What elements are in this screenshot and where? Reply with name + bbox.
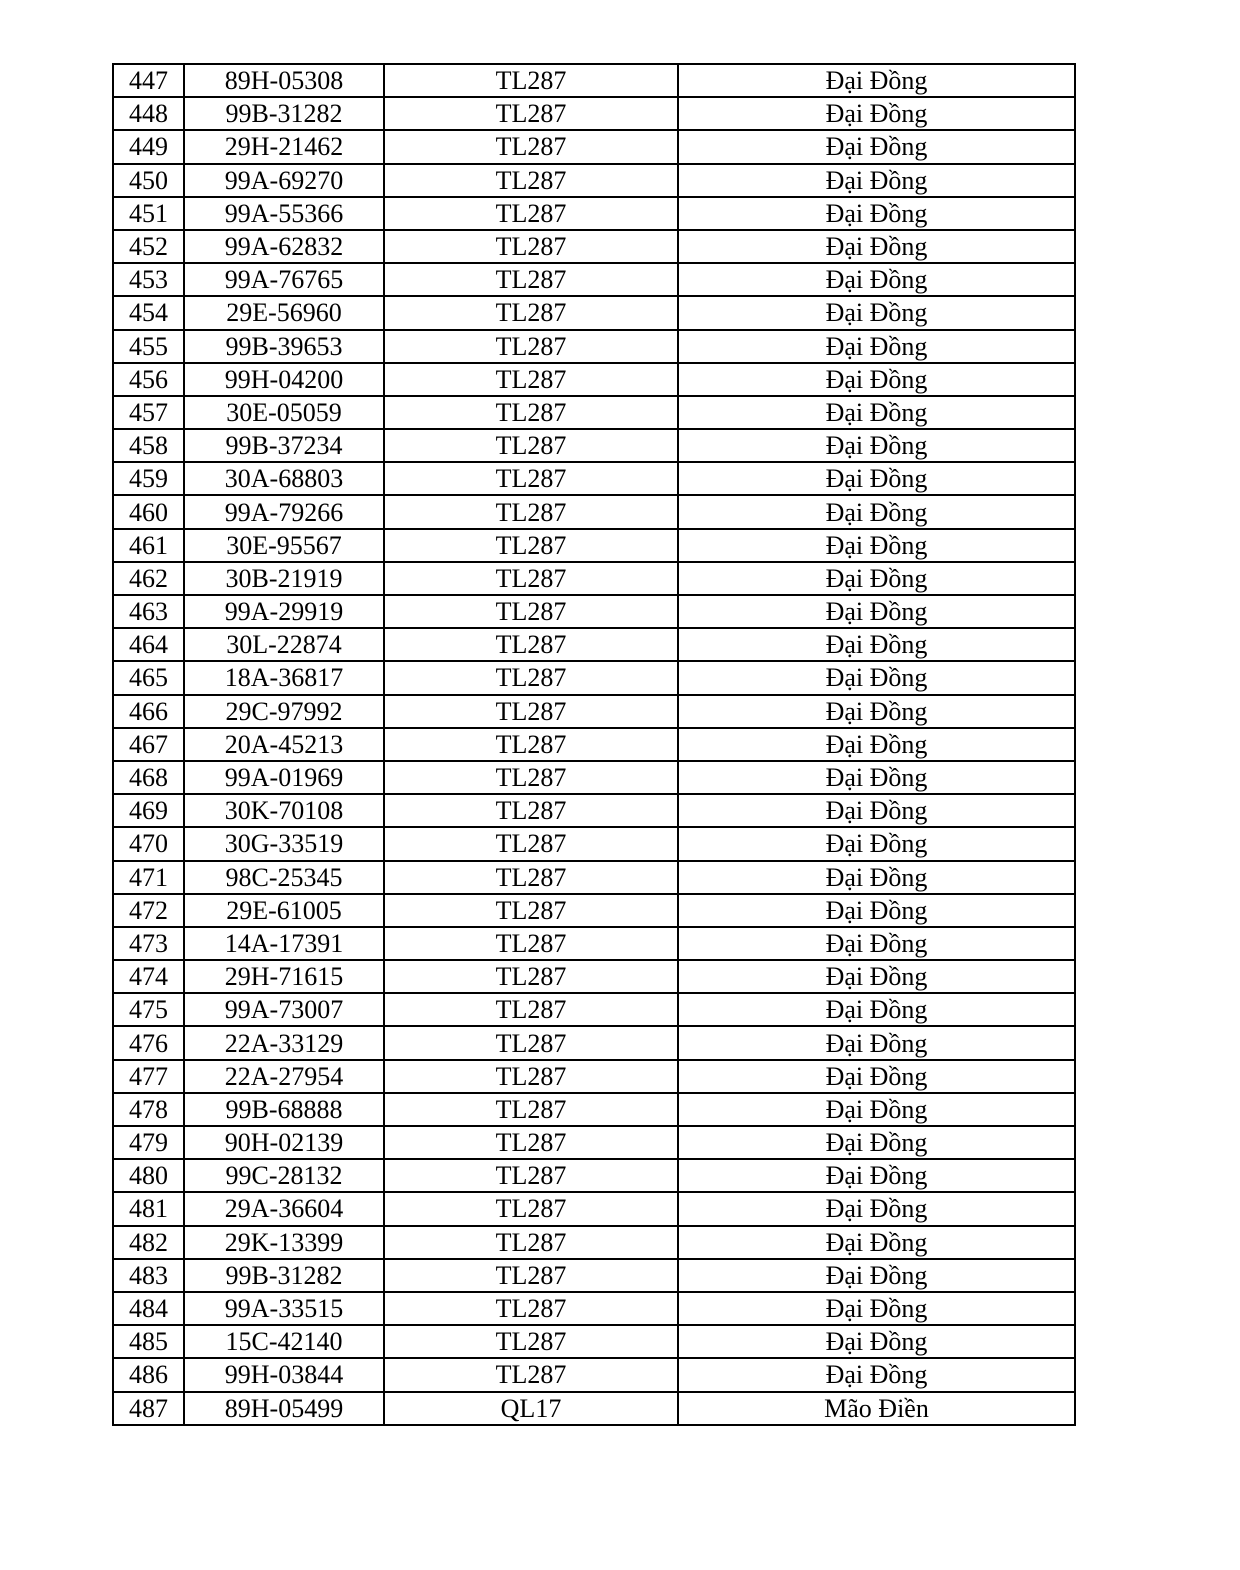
location-cell: Mão Điền [678, 1392, 1075, 1425]
row-number-cell: 463 [113, 595, 184, 628]
license-plate-cell: 30B-21919 [184, 562, 384, 595]
row-number-cell: 462 [113, 562, 184, 595]
location-cell: Đại Đồng [678, 695, 1075, 728]
row-number-cell: 485 [113, 1325, 184, 1358]
road-cell: TL287 [384, 794, 678, 827]
road-cell: TL287 [384, 462, 678, 495]
row-number-cell: 448 [113, 97, 184, 130]
road-cell: TL287 [384, 628, 678, 661]
location-cell: Đại Đồng [678, 1093, 1075, 1126]
table-row [113, 1292, 1075, 1325]
license-plate-cell: 99H-04200 [184, 363, 384, 396]
table-row [113, 595, 1075, 628]
table-row [113, 330, 1075, 363]
road-cell: TL287 [384, 396, 678, 429]
location-cell: Đại Đồng [678, 1126, 1075, 1159]
row-number-cell: 454 [113, 296, 184, 329]
road-cell: TL287 [384, 1026, 678, 1059]
row-number-cell: 476 [113, 1026, 184, 1059]
location-cell: Đại Đồng [678, 1358, 1075, 1391]
location-cell: Đại Đồng [678, 993, 1075, 1026]
location-cell: Đại Đồng [678, 396, 1075, 429]
row-number-cell: 466 [113, 695, 184, 728]
row-number-cell: 467 [113, 728, 184, 761]
road-cell: TL287 [384, 197, 678, 230]
location-cell: Đại Đồng [678, 1325, 1075, 1358]
license-plate-cell: 99H-03844 [184, 1358, 384, 1391]
license-plate-cell: 99A-62832 [184, 230, 384, 263]
road-cell: TL287 [384, 695, 678, 728]
license-plate-cell: 98C-25345 [184, 861, 384, 894]
road-cell: TL287 [384, 861, 678, 894]
license-plate-cell: 99B-68888 [184, 1093, 384, 1126]
license-plate-cell: 30L-22874 [184, 628, 384, 661]
location-cell: Đại Đồng [678, 827, 1075, 860]
table-body [113, 64, 1075, 1425]
license-plate-cell: 99A-01969 [184, 761, 384, 794]
table-row [113, 363, 1075, 396]
road-cell: TL287 [384, 827, 678, 860]
table-row [113, 1060, 1075, 1093]
road-cell: TL287 [384, 1325, 678, 1358]
road-cell: TL287 [384, 927, 678, 960]
table-row [113, 927, 1075, 960]
license-plate-cell: 29K-13399 [184, 1226, 384, 1259]
row-number-cell: 465 [113, 661, 184, 694]
location-cell: Đại Đồng [678, 230, 1075, 263]
road-cell: TL287 [384, 495, 678, 528]
table-row [113, 794, 1075, 827]
table-row [113, 429, 1075, 462]
row-number-cell: 464 [113, 628, 184, 661]
license-plate-cell: 30K-70108 [184, 794, 384, 827]
road-cell: TL287 [384, 1292, 678, 1325]
license-plate-cell: 99B-39653 [184, 330, 384, 363]
road-cell: TL287 [384, 97, 678, 130]
table-row [113, 462, 1075, 495]
license-plate-cell: 14A-17391 [184, 927, 384, 960]
row-number-cell: 461 [113, 529, 184, 562]
table-row [113, 562, 1075, 595]
license-plate-cell: 99A-76765 [184, 263, 384, 296]
row-number-cell: 459 [113, 462, 184, 495]
license-plate-cell: 29A-36604 [184, 1192, 384, 1225]
license-plate-cell: 99A-55366 [184, 197, 384, 230]
table-row [113, 1159, 1075, 1192]
row-number-cell: 452 [113, 230, 184, 263]
license-plate-cell: 99A-73007 [184, 993, 384, 1026]
road-cell: TL287 [384, 1259, 678, 1292]
license-plate-cell: 30E-05059 [184, 396, 384, 429]
row-number-cell: 456 [113, 363, 184, 396]
row-number-cell: 453 [113, 263, 184, 296]
table-row [113, 661, 1075, 694]
vehicle-records-table [112, 63, 1076, 1426]
road-cell: TL287 [384, 130, 678, 163]
road-cell: TL287 [384, 230, 678, 263]
location-cell: Đại Đồng [678, 894, 1075, 927]
row-number-cell: 469 [113, 794, 184, 827]
row-number-cell: 447 [113, 64, 184, 97]
table-row [113, 1093, 1075, 1126]
road-cell: TL287 [384, 1226, 678, 1259]
row-number-cell: 484 [113, 1292, 184, 1325]
table-row [113, 728, 1075, 761]
table-row [113, 827, 1075, 860]
table-row [113, 130, 1075, 163]
license-plate-cell: 20A-45213 [184, 728, 384, 761]
road-cell: TL287 [384, 1060, 678, 1093]
row-number-cell: 460 [113, 495, 184, 528]
table-row [113, 960, 1075, 993]
row-number-cell: 475 [113, 993, 184, 1026]
license-plate-cell: 99A-69270 [184, 164, 384, 197]
row-number-cell: 474 [113, 960, 184, 993]
location-cell: Đại Đồng [678, 164, 1075, 197]
table-row [113, 695, 1075, 728]
location-cell: Đại Đồng [678, 761, 1075, 794]
road-cell: TL287 [384, 1126, 678, 1159]
road-cell: TL287 [384, 595, 678, 628]
location-cell: Đại Đồng [678, 1259, 1075, 1292]
road-cell: TL287 [384, 529, 678, 562]
location-cell: Đại Đồng [678, 1060, 1075, 1093]
road-cell: TL287 [384, 761, 678, 794]
location-cell: Đại Đồng [678, 495, 1075, 528]
license-plate-cell: 89H-05499 [184, 1392, 384, 1425]
location-cell: Đại Đồng [678, 1226, 1075, 1259]
table-row [113, 1358, 1075, 1391]
location-cell: Đại Đồng [678, 661, 1075, 694]
row-number-cell: 486 [113, 1358, 184, 1391]
road-cell: TL287 [384, 661, 678, 694]
road-cell: TL287 [384, 429, 678, 462]
license-plate-cell: 99B-37234 [184, 429, 384, 462]
row-number-cell: 451 [113, 197, 184, 230]
location-cell: Đại Đồng [678, 728, 1075, 761]
license-plate-cell: 22A-33129 [184, 1026, 384, 1059]
license-plate-cell: 29E-61005 [184, 894, 384, 927]
location-cell: Đại Đồng [678, 462, 1075, 495]
table-row [113, 263, 1075, 296]
table-row [113, 894, 1075, 927]
location-cell: Đại Đồng [678, 927, 1075, 960]
location-cell: Đại Đồng [678, 529, 1075, 562]
license-plate-cell: 99A-29919 [184, 595, 384, 628]
road-cell: TL287 [384, 894, 678, 927]
table-row [113, 64, 1075, 97]
table-row [113, 1392, 1075, 1425]
row-number-cell: 477 [113, 1060, 184, 1093]
license-plate-cell: 29E-56960 [184, 296, 384, 329]
row-number-cell: 481 [113, 1192, 184, 1225]
row-number-cell: 473 [113, 927, 184, 960]
license-plate-cell: 29H-21462 [184, 130, 384, 163]
license-plate-cell: 29H-71615 [184, 960, 384, 993]
table-row [113, 1259, 1075, 1292]
row-number-cell: 449 [113, 130, 184, 163]
row-number-cell: 455 [113, 330, 184, 363]
row-number-cell: 479 [113, 1126, 184, 1159]
location-cell: Đại Đồng [678, 296, 1075, 329]
location-cell: Đại Đồng [678, 130, 1075, 163]
road-cell: TL287 [384, 330, 678, 363]
table-row [113, 628, 1075, 661]
location-cell: Đại Đồng [678, 794, 1075, 827]
location-cell: Đại Đồng [678, 97, 1075, 130]
road-cell: TL287 [384, 1093, 678, 1126]
location-cell: Đại Đồng [678, 595, 1075, 628]
road-cell: TL287 [384, 64, 678, 97]
license-plate-cell: 22A-27954 [184, 1060, 384, 1093]
road-cell: TL287 [384, 1159, 678, 1192]
road-cell: TL287 [384, 960, 678, 993]
license-plate-cell: 99C-28132 [184, 1159, 384, 1192]
license-plate-cell: 89H-05308 [184, 64, 384, 97]
location-cell: Đại Đồng [678, 1159, 1075, 1192]
license-plate-cell: 18A-36817 [184, 661, 384, 694]
road-cell: TL287 [384, 728, 678, 761]
location-cell: Đại Đồng [678, 363, 1075, 396]
road-cell: TL287 [384, 363, 678, 396]
table-row [113, 529, 1075, 562]
location-cell: Đại Đồng [678, 562, 1075, 595]
table-row [113, 1325, 1075, 1358]
road-cell: TL287 [384, 263, 678, 296]
road-cell: TL287 [384, 296, 678, 329]
license-plate-cell: 30A-68803 [184, 462, 384, 495]
road-cell: TL287 [384, 993, 678, 1026]
license-plate-cell: 30E-95567 [184, 529, 384, 562]
table-row [113, 396, 1075, 429]
license-plate-cell: 90H-02139 [184, 1126, 384, 1159]
row-number-cell: 480 [113, 1159, 184, 1192]
table-row [113, 230, 1075, 263]
location-cell: Đại Đồng [678, 263, 1075, 296]
road-cell: TL287 [384, 1192, 678, 1225]
row-number-cell: 472 [113, 894, 184, 927]
row-number-cell: 487 [113, 1392, 184, 1425]
table-row [113, 296, 1075, 329]
road-cell: QL17 [384, 1392, 678, 1425]
table-row [113, 164, 1075, 197]
location-cell: Đại Đồng [678, 1292, 1075, 1325]
row-number-cell: 457 [113, 396, 184, 429]
row-number-cell: 470 [113, 827, 184, 860]
table-row [113, 861, 1075, 894]
location-cell: Đại Đồng [678, 1192, 1075, 1225]
table-row [113, 993, 1075, 1026]
table-row [113, 761, 1075, 794]
row-number-cell: 483 [113, 1259, 184, 1292]
row-number-cell: 468 [113, 761, 184, 794]
road-cell: TL287 [384, 1358, 678, 1391]
row-number-cell: 458 [113, 429, 184, 462]
table-row [113, 1192, 1075, 1225]
table-row [113, 97, 1075, 130]
location-cell: Đại Đồng [678, 960, 1075, 993]
table-row [113, 495, 1075, 528]
location-cell: Đại Đồng [678, 64, 1075, 97]
location-cell: Đại Đồng [678, 1026, 1075, 1059]
table-row [113, 197, 1075, 230]
license-plate-cell: 29C-97992 [184, 695, 384, 728]
table-row [113, 1226, 1075, 1259]
row-number-cell: 471 [113, 861, 184, 894]
table-row [113, 1126, 1075, 1159]
row-number-cell: 450 [113, 164, 184, 197]
location-cell: Đại Đồng [678, 628, 1075, 661]
location-cell: Đại Đồng [678, 429, 1075, 462]
license-plate-cell: 99B-31282 [184, 1259, 384, 1292]
location-cell: Đại Đồng [678, 861, 1075, 894]
license-plate-cell: 30G-33519 [184, 827, 384, 860]
row-number-cell: 482 [113, 1226, 184, 1259]
row-number-cell: 478 [113, 1093, 184, 1126]
license-plate-cell: 15C-42140 [184, 1325, 384, 1358]
road-cell: TL287 [384, 562, 678, 595]
location-cell: Đại Đồng [678, 197, 1075, 230]
location-cell: Đại Đồng [678, 330, 1075, 363]
license-plate-cell: 99A-79266 [184, 495, 384, 528]
road-cell: TL287 [384, 164, 678, 197]
table-row [113, 1026, 1075, 1059]
license-plate-cell: 99A-33515 [184, 1292, 384, 1325]
license-plate-cell: 99B-31282 [184, 97, 384, 130]
